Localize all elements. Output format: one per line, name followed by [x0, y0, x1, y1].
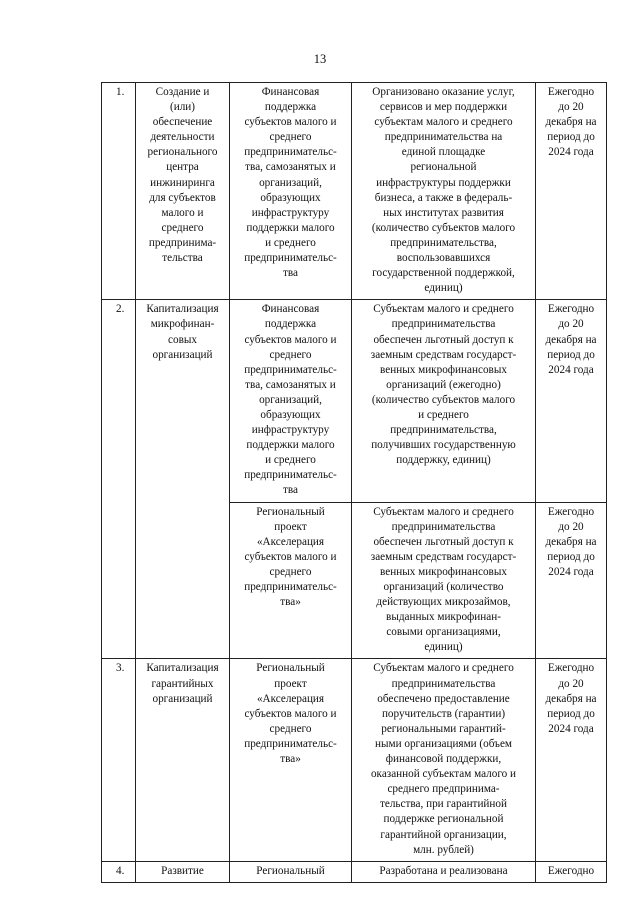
row-number: 1.	[102, 83, 136, 300]
table-row	[102, 659, 607, 861]
row-number: 4.	[102, 861, 136, 882]
table-row	[102, 861, 607, 882]
measures-table	[101, 82, 607, 883]
task-cell: Развитие	[136, 861, 230, 882]
result-cell: Субъектам малого и среднего предпринимательства обеспечен льготный доступ к заемным средствам государст- венных микрофинансовых организаций (ежегодно) (количество субъектов малого и среднего предпринимательства, получивших государственную поддержку, единиц)	[352, 300, 536, 502]
row-number: 2.	[102, 300, 136, 659]
deadline-cell: Ежегодно до 20 декабря на период до 2024 года	[536, 83, 607, 300]
task-cell: Капитализация гарантийных организаций	[136, 659, 230, 861]
deadline-cell: Ежегодно до 20 декабря на период до 2024 года	[536, 659, 607, 861]
deadline-cell: Ежегодно до 20 декабря на период до 2024 года	[536, 502, 607, 659]
table-row	[102, 300, 607, 502]
result-cell: Организовано оказание услуг, сервисов и мер поддержки субъектам малого и среднего предпринимательства на единой площадке региональной инфраструктуры поддержки бизнеса, а также в федераль- ных институтах развития (количество субъектов малого предпринимательства, воспользовавшихся государственной поддержкой, единиц)	[352, 83, 536, 300]
table-row	[102, 83, 607, 300]
row-number: 3.	[102, 659, 136, 861]
page-number: 13	[313, 52, 327, 66]
result-cell: Субъектам малого и среднего предпринимательства обеспечен льготный доступ к заемным средствам государст- венных микрофинансовых организаций (количество действующих микрозаймов, выданных микрофинан- совыми организациями, единиц)	[352, 502, 536, 659]
source-cell: Финансовая поддержка субъектов малого и среднего предпринимательс- тва, самозанятых и организаций, образующих инфраструктуру поддержки малого и среднего предпринимательс- тва	[230, 300, 352, 502]
source-cell: Региональный проект «Акселерация субъектов малого и среднего предпринимательс- тва»	[230, 502, 352, 659]
result-cell: Субъектам малого и среднего предпринимательства обеспечено предоставление поручительств (гарантии) региональными гарантий- ными организациями (объем финансовой поддержки, оказанной субъектам малого и среднего предпринима- тельства, при гарантийной поддержке региональной гарантийной организации, млн. рублей)	[352, 659, 536, 861]
deadline-cell: Ежегодно до 20 декабря на период до 2024 года	[536, 300, 607, 502]
source-cell: Региональный проект «Акселерация субъектов малого и среднего предпринимательс- тва»	[230, 659, 352, 861]
task-cell: Капитализация микрофинан- совых организаций	[136, 300, 230, 659]
source-cell: Региональный	[230, 861, 352, 882]
deadline-cell: Ежегодно	[536, 861, 607, 882]
task-cell: Создание и (или) обеспечение деятельности регионального центра инжиниринга для субъектов малого и среднего предпринима- тельства	[136, 83, 230, 300]
source-cell: Финансовая поддержка субъектов малого и среднего предпринимательс- тва, самозанятых и организаций, образующих инфраструктуру поддержки малого и среднего предпринимательс- тва	[230, 83, 352, 300]
result-cell: Разработана и реализована	[352, 861, 536, 882]
